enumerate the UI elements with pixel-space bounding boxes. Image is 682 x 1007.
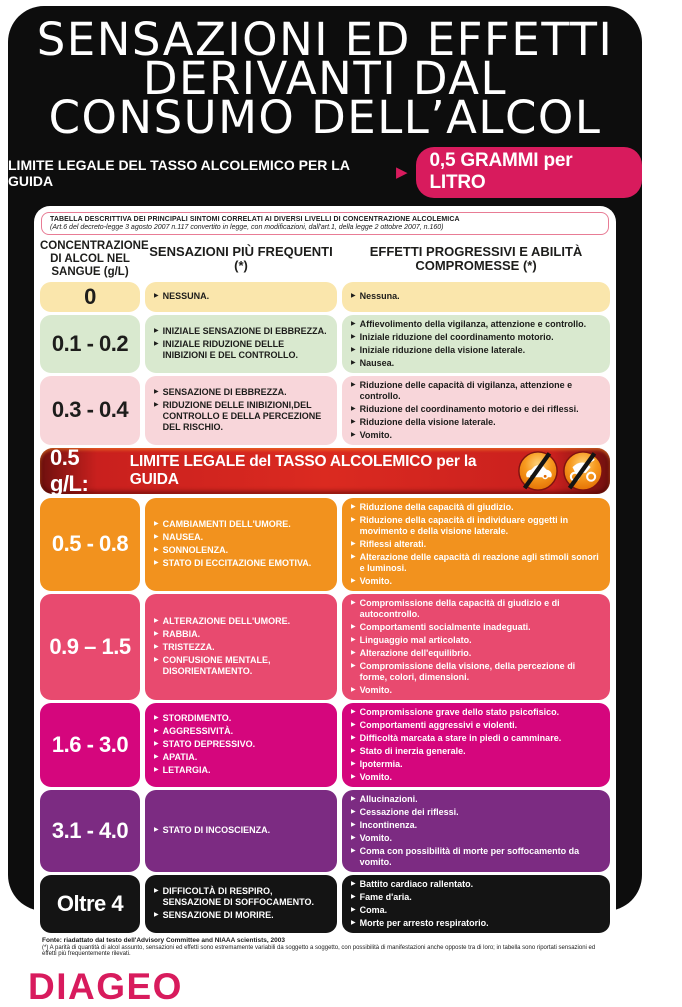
sensation-item [154, 326, 328, 337]
sensation-item [154, 616, 328, 627]
effect-item [351, 846, 601, 868]
bullet-arrow-icon: ▶ [154, 560, 159, 567]
effect-item [351, 707, 601, 718]
effect-item [351, 879, 601, 890]
diageo-logo: DIAGEO [28, 965, 183, 1007]
banner-level: 0.5 g/L: [50, 444, 89, 496]
bac-range-cell: 1.6 - 3.0 [40, 703, 140, 787]
banner-text: LIMITE LEGALE del TASSO ALCOLEMICO per la GUIDA [129, 452, 477, 488]
bullet-arrow-icon: ▶ [351, 381, 356, 388]
bac-range-cell: 3.1 - 4.0 [40, 790, 140, 872]
effect-item [351, 404, 601, 415]
effects-cell [342, 875, 610, 933]
bullet-text: Alterazione dell'equilibrio. [359, 647, 472, 658]
bullet-text: Affievolimento della vigilanza, attenzione e controllo. [359, 318, 587, 329]
bullet-arrow-icon: ▶ [351, 431, 356, 438]
bullet-arrow-icon: ▶ [351, 293, 356, 300]
bullet-text: Linguaggio mal articolato. [359, 634, 472, 645]
legal-limit-badge: 0,5 GRAMMI per LITRO [416, 147, 642, 198]
bac-range-cell: 0.3 - 0.4 [40, 376, 140, 445]
bullet-arrow-icon: ▶ [351, 834, 356, 841]
table-row [40, 875, 610, 933]
bullet-text: Riduzione delle capacità di vigilanza, attenzione e controllo. [359, 379, 573, 401]
bullet-arrow-icon: ▶ [351, 893, 356, 900]
sensation-item [154, 713, 328, 724]
bullet-arrow-icon: ▶ [154, 534, 159, 541]
no-car-icon [517, 450, 559, 492]
bullet-arrow-icon: ▶ [351, 686, 356, 693]
bullet-text: Coma. [359, 904, 388, 915]
table-row [40, 703, 610, 787]
bullet-arrow-icon: ▶ [351, 919, 356, 926]
bullet-arrow-icon: ▶ [351, 795, 356, 802]
footnote-source: Fonte: riadattato dal testo dell'Advisory Committee and NIAAA scientists, 2003 [42, 936, 285, 944]
legal-limit-line [8, 147, 642, 198]
footer-slogan: PROMUOVE CON IL TUO LOCALE IL BERE RESPONSABILE [194, 975, 682, 996]
bullet-arrow-icon: ▶ [351, 359, 356, 366]
bullet-arrow-icon: ▶ [154, 618, 159, 625]
bullet-text: Nessuna. [359, 291, 400, 302]
legal-limit-label: LIMITE LEGALE DEL TASSO ALCOLEMICO PER LA GUIDA [8, 156, 350, 189]
sensations-cell [145, 376, 337, 445]
effect-item [351, 746, 601, 757]
effect-item [351, 635, 601, 646]
bullet-text: STATO DI ECCITAZIONE EMOTIVA. [162, 558, 312, 569]
bullet-text: Comportamenti socialmente inadeguati. [359, 621, 531, 632]
sensation-item [154, 886, 328, 908]
bac-range-cell: Oltre 4 [40, 875, 140, 933]
sensations-cell [145, 315, 337, 373]
rows-above-limit [40, 282, 610, 445]
bullet-arrow-icon: ▶ [351, 708, 356, 715]
sensation-item [154, 655, 328, 677]
legal-limit-banner [40, 444, 610, 496]
bullet-text: Battito cardiaco rallentato. [359, 878, 474, 889]
column-headers [40, 240, 610, 279]
bullet-text: SENSAZIONE DI MORIRE. [162, 910, 274, 921]
bullet-arrow-icon: ▶ [351, 662, 356, 669]
bullet-arrow-icon: ▶ [351, 540, 356, 547]
sensation-item [154, 532, 328, 543]
sensation-item [154, 910, 328, 921]
effects-cell [342, 282, 610, 312]
sensation-item [154, 629, 328, 640]
effect-item [351, 622, 601, 633]
bullet-text: Vomito. [359, 684, 392, 695]
effect-item [351, 319, 601, 330]
bullet-text: SENSAZIONE DI EBBREZZA. [162, 387, 287, 398]
table-row [40, 594, 610, 700]
effect-item [351, 539, 601, 550]
sensation-item [154, 519, 328, 530]
column-header-concentration: CONCENTRAZIONE DI ALCOL NEL SANGUE (g/L) [40, 240, 149, 278]
effect-item [351, 515, 601, 537]
effect-item [351, 772, 601, 783]
effects-cell [342, 376, 610, 445]
effect-item [351, 380, 601, 402]
effect-item [351, 720, 601, 731]
bullet-arrow-icon: ▶ [351, 747, 356, 754]
sensations-cell [145, 594, 337, 700]
bullet-arrow-icon: ▶ [154, 402, 159, 409]
bullet-arrow-icon: ▶ [154, 728, 159, 735]
bullet-text: Riduzione del coordinamento motorio e dei riflessi. [359, 403, 579, 414]
bullet-text: Riduzione della capacità di giudizio. [359, 501, 514, 512]
bullet-text: NAUSEA. [162, 532, 204, 543]
bullet-text: NESSUNA. [162, 291, 210, 302]
banner-icons [517, 450, 604, 492]
effect-item [351, 430, 601, 441]
effects-cell [342, 790, 610, 872]
bullet-arrow-icon: ▶ [351, 721, 356, 728]
bullet-text: RABBIA. [162, 629, 201, 640]
effect-item [351, 661, 601, 683]
bullet-text: Vomito. [359, 429, 392, 440]
bullet-text: STATO DI INCOSCIENZA. [162, 825, 271, 836]
table-row [40, 282, 610, 312]
no-motorcycle-icon [562, 450, 604, 492]
bullet-text: Riduzione della capacità di individuare oggetti in movimento e della visione laterale. [359, 514, 569, 536]
bullet-arrow-icon: ▶ [154, 293, 159, 300]
bullet-arrow-icon: ▶ [351, 906, 356, 913]
sensation-item [154, 765, 328, 776]
bullet-arrow-icon: ▶ [154, 888, 159, 895]
effect-item [351, 502, 601, 513]
bullet-arrow-icon: ▶ [351, 333, 356, 340]
effect-item [351, 576, 601, 587]
effect-item [351, 345, 601, 356]
bullet-arrow-icon: ▶ [351, 636, 356, 643]
poster [8, 6, 682, 1007]
sensation-item [154, 400, 328, 433]
arrow-right-icon: ▶ [395, 164, 408, 181]
effect-item [351, 648, 601, 659]
table-row [40, 790, 610, 872]
bullet-arrow-icon: ▶ [351, 847, 356, 854]
column-header-effects: EFFETTI PROGRESSIVI E ABILITÀ COMPROMESSE (*) [369, 243, 583, 274]
bullet-arrow-icon: ▶ [154, 389, 159, 396]
footnotes [42, 937, 608, 957]
bullet-text: LETARGIA. [162, 765, 211, 776]
bullet-arrow-icon: ▶ [351, 599, 356, 606]
bullet-text: Comportamenti aggressivi e violenti. [359, 719, 518, 730]
bullet-text: Iniziale riduzione del coordinamento motorio. [359, 331, 554, 342]
bullet-arrow-icon: ▶ [154, 741, 159, 748]
bullet-text: Morte per arresto respiratorio. [359, 917, 489, 928]
sensation-item [154, 545, 328, 556]
bullet-arrow-icon: ▶ [154, 767, 159, 774]
bullet-text: Vomito. [359, 575, 392, 586]
bullet-text: Nausea. [359, 357, 395, 368]
caption-line-1: TABELLA DESCRITTIVA DEI PRINCIPALI SINTOMI CORRELATI AI DIVERSI LIVELLI DI CONCENTRAZIONE ALCOLEMICA [50, 216, 460, 223]
effect-item [351, 905, 601, 916]
table-caption [41, 212, 609, 235]
effect-item [351, 358, 601, 369]
sensation-item [154, 387, 328, 398]
bullet-arrow-icon: ▶ [154, 644, 159, 651]
bullet-text: Riflessi alterati. [359, 538, 427, 549]
bullet-arrow-icon: ▶ [351, 516, 356, 523]
bac-range-cell: 0.9 – 1.5 [40, 594, 140, 700]
bullet-text: DIFFICOLTÀ DI RESPIRO, SENSAZIONE DI SOFFOCAMENTO. [162, 886, 314, 908]
sensation-item [154, 825, 328, 836]
bullet-text: TRISTEZZA. [162, 642, 215, 653]
table-row [40, 315, 610, 373]
footnote-disclaimer: (*) A parità di quantità di alcol assunto, sensazioni ed effetti sono estremamente variabili da soggetto a soggetto, con possibilità di manifestazioni anche opposte tra di loro; in tabella sono riportati sensazioni ed effetti più frequentemente rilevati. [42, 944, 596, 957]
bullet-arrow-icon: ▶ [351, 821, 356, 828]
effect-item [351, 417, 601, 428]
bullet-text: SONNOLENZA. [162, 545, 229, 556]
bullet-text: AGGRESSIVITÀ. [162, 726, 234, 737]
bullet-text: Compromissione della visione, della percezione di forme, colori, dimensioni. [359, 660, 576, 682]
sensation-item [154, 642, 328, 653]
sensation-item [154, 739, 328, 750]
bullet-text: Compromissione grave dello stato psicofisico. [359, 706, 560, 717]
bullet-text: Fame d'aria. [359, 891, 412, 902]
sensation-item [154, 752, 328, 763]
bullet-text: Cessazione dei riflessi. [359, 806, 459, 817]
bullet-arrow-icon: ▶ [351, 623, 356, 630]
sensations-cell [145, 498, 337, 591]
caption-line-2: (Art.6 del decreto-legge 3 agosto 2007 n.117 convertito in legge, con modificazioni, dall'art.1, della legge 2 ottobre 2007, n.160) [50, 224, 444, 231]
bullet-arrow-icon: ▶ [154, 827, 159, 834]
effect-item [351, 759, 601, 770]
bullet-arrow-icon: ▶ [154, 657, 159, 664]
bullet-text: STATO DEPRESSIVO. [162, 739, 256, 750]
sensations-cell [145, 282, 337, 312]
bullet-arrow-icon: ▶ [154, 754, 159, 761]
bullet-text: APATIA. [162, 752, 198, 763]
title-line-1: SENSAZIONI ED EFFETTI [36, 13, 614, 66]
bullet-arrow-icon: ▶ [154, 328, 159, 335]
bullet-arrow-icon: ▶ [351, 773, 356, 780]
title-line-2: DERIVANTI DAL [142, 52, 508, 105]
bullet-text: Riduzione della visione laterale. [359, 416, 496, 427]
effect-item [351, 807, 601, 818]
table-panel [34, 206, 616, 961]
bullet-text: Difficoltà marcata a stare in piedi o camminare. [359, 732, 562, 743]
effects-cell [342, 594, 610, 700]
effects-cell [342, 315, 610, 373]
effect-item [351, 794, 601, 805]
bullet-arrow-icon: ▶ [351, 503, 356, 510]
bullet-text: INIZIALE RIDUZIONE DELLE INIBIZIONI E DEL CONTROLLO. [162, 339, 298, 361]
sensation-item [154, 726, 328, 737]
bullet-text: RIDUZIONE DELLE INIBIZIONI,DEL CONTROLLO E DELLA PERCEZIONE DEL RISCHIO. [162, 400, 322, 433]
table-row [40, 498, 610, 591]
rows-below-limit [40, 498, 610, 933]
effect-item [351, 733, 601, 744]
bullet-arrow-icon: ▶ [154, 547, 159, 554]
bac-range-cell: 0 [40, 282, 140, 312]
bac-range-cell: 0.5 - 0.8 [40, 498, 140, 591]
sensation-item [154, 558, 328, 569]
bullet-arrow-icon: ▶ [154, 631, 159, 638]
bullet-arrow-icon: ▶ [351, 553, 356, 560]
bullet-text: Allucinazioni. [359, 793, 418, 804]
effect-item [351, 598, 601, 620]
bullet-arrow-icon: ▶ [351, 320, 356, 327]
bullet-arrow-icon: ▶ [351, 346, 356, 353]
bullet-text: Vomito. [359, 832, 392, 843]
effect-item [351, 833, 601, 844]
bullet-arrow-icon: ▶ [351, 649, 356, 656]
title-line-3: CONSUMO DELL’ALCOL [48, 91, 602, 144]
sensations-cell [145, 790, 337, 872]
bullet-arrow-icon: ▶ [154, 341, 159, 348]
bullet-text: ALTERAZIONE DELL'UMORE. [162, 616, 291, 627]
bullet-arrow-icon: ▶ [154, 521, 159, 528]
bullet-arrow-icon: ▶ [351, 880, 356, 887]
bullet-arrow-icon: ▶ [351, 577, 356, 584]
sensations-cell [145, 875, 337, 933]
column-header-sensations: SENSAZIONI PIÙ FREQUENTI (*) [149, 243, 333, 274]
bullet-text: Alterazione delle capacità di reazione agli stimoli sonori e luminosi. [359, 551, 599, 573]
bullet-text: CONFUSIONE MENTALE, DISORIENTAMENTO. [162, 655, 271, 677]
effect-item [351, 552, 601, 574]
effect-item [351, 332, 601, 343]
bullet-text: Vomito. [359, 771, 392, 782]
bullet-text: Compromissione della capacità di giudizio e di autocontrollo. [359, 597, 560, 619]
bullet-arrow-icon: ▶ [351, 734, 356, 741]
poster-title [8, 13, 642, 144]
effect-item [351, 918, 601, 929]
table-row [40, 376, 610, 445]
bullet-arrow-icon: ▶ [351, 760, 356, 767]
sensations-cell [145, 703, 337, 787]
effect-item [351, 892, 601, 903]
bullet-arrow-icon: ▶ [154, 715, 159, 722]
bullet-text: Iniziale riduzione della visione laterale. [359, 344, 526, 355]
effect-item [351, 820, 601, 831]
bullet-arrow-icon: ▶ [154, 912, 159, 919]
bullet-text: Coma con possibilità di morte per soffocamento da vomito. [359, 845, 580, 867]
bullet-text: STORDIMENTO. [162, 713, 232, 724]
effects-cell [342, 498, 610, 591]
bullet-text: Incontinenza. [359, 819, 418, 830]
bullet-text: INIZIALE SENSAZIONE DI EBBREZZA. [162, 326, 327, 337]
effect-item [351, 685, 601, 696]
bac-range-cell: 0.1 - 0.2 [40, 315, 140, 373]
bullet-arrow-icon: ▶ [351, 418, 356, 425]
footer-bar [8, 961, 682, 1007]
effects-cell [342, 703, 610, 787]
bullet-arrow-icon: ▶ [351, 808, 356, 815]
bullet-arrow-icon: ▶ [351, 405, 356, 412]
bullet-text: Stato di inerzia generale. [359, 745, 466, 756]
sensation-item [154, 339, 328, 361]
bullet-text: Ipotermia. [359, 758, 403, 769]
sensation-item [154, 291, 328, 302]
bullet-text: CAMBIAMENTI DELL'UMORE. [162, 519, 291, 530]
effect-item [351, 291, 601, 302]
